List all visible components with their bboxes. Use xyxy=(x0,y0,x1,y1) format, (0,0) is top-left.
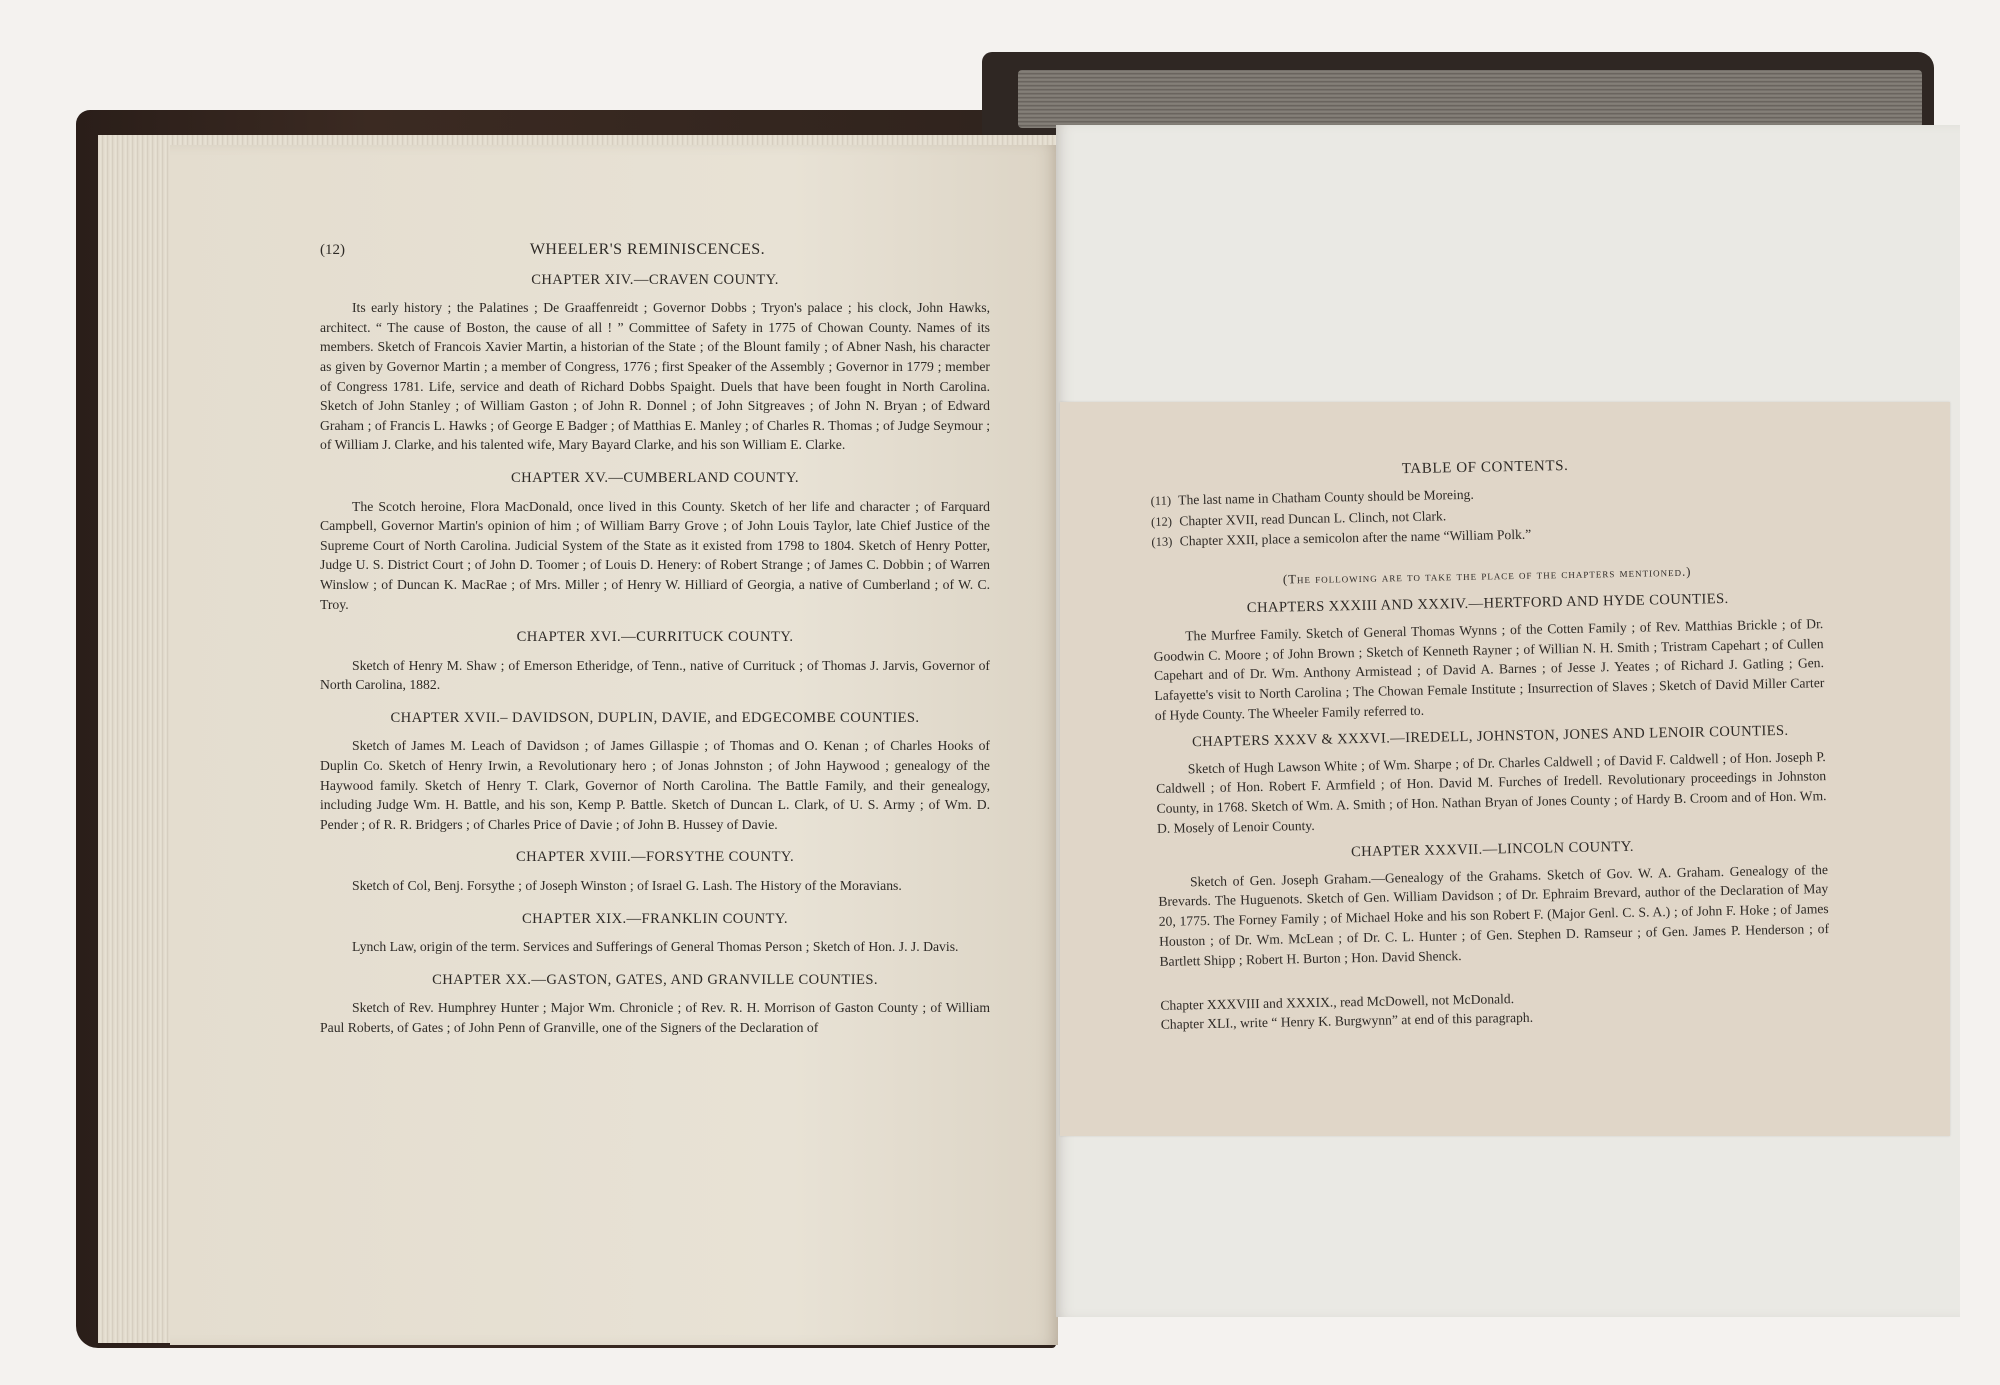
chapter-summary: Its early history ; the Palatines ; De Graaffenreidt ; Governor Dobbs ; Tryon's palace ; his clock, John Hawks, architect. “ The cause of Boston, the cause of all ! ” Committee of Safety in 1775 of Chowan County. Names of its members. Sketch of Francois Xavier Martin, a historian of the State ; of the Blount family ; of Abner Nash, his character as given by Governor Martin ; a member of Congress, 1776 ; first Speaker of the Assembly ; Governor in 1779 ; member of Congress 1781. Life, service and death of Richard Dobbs Spaight. Duels that have been fought in North Carolina. Sketch of John Stanley ; of William Gaston ; of John R. Donnel ; of John Sitgreaves ; of John N. Bryan ; of Edward Graham ; of Francis L. Hawks ; of George E Badger ; of Matthias E. Manley ; of Charles R. Thomas ; of Judge Seymour ; of William J. Clarke, and his talented wife, Mary Bayard Clarke, and his son William E. Clarke. xyxy=(320,300,990,453)
errata-text: Chapter XVII, read Duncan L. Clinch, not Clark. xyxy=(1179,507,1447,529)
replacement-note: (The following are to take the place of the chapters mentioned.) xyxy=(1282,564,1692,587)
closing-correction: Chapter XXXVIII and XXXIX., read McDowell, not McDonald. xyxy=(1160,990,1515,1013)
errata-text: Chapter XXII, place a semicolon after the name “William Polk.” xyxy=(1179,527,1532,549)
chapter-summary: Sketch of Rev. Humphrey Hunter ; Major Wm. Chronicle ; of Rev. R. H. Morrison of Gaston County ; of William Paul Roberts, of Gates ; of John Penn of Granville, one of the Signers of the Declaration of xyxy=(320,1000,990,1035)
chapter-summary: Sketch of Hugh Lawson White ; of Wm. Sharpe ; of Dr. Charles Caldwell ; of David F. Caldwell ; of Hon. Joseph P. Caldwell ; of Hon. Robert F. Armfield ; of Hon. David M. Furches of Iredell. Revolutionary proceedings in Johnston County, in 1768. Sketch of Wm. A. Smith ; of Hon. Nathan Bryan of Jones County ; of Hardy B. Croom and of Hon. Wm. D. Mosely of Lenoir County. xyxy=(1156,748,1827,836)
errata-number: (13) xyxy=(1151,534,1173,550)
running-header xyxy=(320,240,990,261)
errata-number: (12) xyxy=(1150,514,1173,529)
chapter-heading: CHAPTERS XXXV & XXXVI.—IREDELL, JOHNSTON, JONES AND LENOIR COUNTIES. xyxy=(1191,722,1789,751)
errata-slip-text xyxy=(1150,452,1831,1035)
chapter-summary: Sketch of Henry M. Shaw ; of Emerson Etheridge, of Tenn., native of Currituck ; of Thomas J. Jarvis, Governor of North Carolina, 1882. xyxy=(320,657,990,693)
chapter-summary: Sketch of Col, Benj. Forsythe ; of Joseph Winston ; of Israel G. Lash. The History of the Moravians. xyxy=(352,878,902,894)
chapter-summary: Sketch of Gen. Joseph Graham.—Genealogy of the Grahams. Sketch of Gov. W. A. Graham. Genealogy of the Brevards. The Huguenots. Sketch of Gen. William Davidson ; of Dr. Ephraim Brevard, author of the Declaration of May 20, 1775. The Forney Family ; of Michael Hoke and his son Robert F. (Major Genl. C. S. A.) ; of John F. Hoke ; of James Houston ; of Dr. Wm. McLean ; of Dr. C. L. Hunter ; of Gen. Stephen D. Ramseur ; of Gen. James P. Henderson ; of Bartlett Shipp ; Robert H. Burton ; Hon. David Shenck. xyxy=(1158,861,1830,969)
left-page-text xyxy=(320,240,990,1038)
page-number: (12) xyxy=(320,242,345,258)
chapter-heading: CHAPTER XVIII.—FORSYTHE COUNTY. xyxy=(515,849,795,866)
page-edges-top xyxy=(1018,70,1922,128)
chapter-heading: CHAPTER XVI.—CURRITUCK COUNTY. xyxy=(516,629,794,646)
chapter-heading: CHAPTER XVII.– DAVIDSON, DUPLIN, DAVIE, and EDGECOMBE COUNTIES. xyxy=(390,709,920,726)
chapter-summary: The Murfree Family. Sketch of General Thomas Wynns ; of the Cotten Family ; of Rev. Matthias Brickle ; of Dr. Goodwin C. Moore ; of John Brown ; Sketch of Kenneth Rayner ; of Willian N. H. Smith ; Tristram Capehart ; of Cullen Capehart and of Dr. Wm. Anthony Armistead ; of David A. Barnes ; of Jesse J. Yeates ; of Richard J. Gatling ; Gen. Lafayette's visit to North Carolina ; The Chowan Female Institute ; Insurrection of Slaves ; Sketch of David Miller Carter of Hyde County. The Wheeler Family referred to. xyxy=(1153,615,1825,723)
chapter-heading: CHAPTER XIX.—FRANKLIN COUNTY. xyxy=(522,910,788,927)
errata-number: (11) xyxy=(1150,493,1172,508)
closing-correction: Chapter XLI., write “ Henry K. Burgwynn” at end of this paragraph. xyxy=(1160,1010,1534,1033)
chapter-heading: CHAPTER XX.—GASTON, GATES, AND GRANVILLE COUNTIES. xyxy=(432,971,878,988)
chapter-heading: CHAPTER XV.—CUMBERLAND COUNTY. xyxy=(511,469,799,486)
toc-title: TABLE OF CONTENTS. xyxy=(1401,457,1569,478)
chapter-summary: Sketch of James M. Leach of Davidson ; of James Gillaspie ; of Thomas and O. Kenan ; of Charles Hooks of Duplin Co. Sketch of Henry Irwin, a Revolutionary hero ; of Jonas Johnston ; of John Haywood ; genealogy of the Haywood family. Sketch of Henry T. Clark, Governor of North Carolina. The Battle Family, and their genealogy, including Judge Wm. H. Battle, and his son, Kemp P. Battle. Sketch of Duncan L. Clark, of U. S. Army ; of Wm. D. Pender ; of R. R. Bridgers ; of Charles Price of Davie ; of John B. Hussey of Davie. xyxy=(320,738,990,832)
errata-text: The last name in Chatham County should be Moreing. xyxy=(1178,486,1474,508)
chapter-heading: CHAPTER XXXVII.—LINCOLN COUNTY. xyxy=(1350,838,1635,860)
chapter-summary: Lynch Law, origin of the term. Services and Sufferings of General Thomas Person ; Sketch of Hon. J. J. Davis. xyxy=(352,939,959,955)
running-title: WHEELER'S REMINISCENCES. xyxy=(529,241,766,258)
chapter-summary: The Scotch heroine, Flora MacDonald, once lived in this County. Sketch of her life and character ; of Farquard Campbell, Governor Martin's opinion of him ; of William Barry Grove ; of John Louis Taylor, late Chief Justice of the Supreme Court of North Carolina. Judicial System of the State as it existed from 1798 to 1804. Sketch of Henry Potter, Judge U. S. District Court ; of John D. Toomer ; of Louis D. Henery: of Robert Strange ; of James C. Dobbin ; of Warren Winslow ; of Duncan K. MacRae ; of Mrs. Miller ; of Henry W. Hilliard of Georgia, a native of Cumberland ; of W. C. Troy. xyxy=(320,498,990,612)
chapter-heading: CHAPTERS XXXIII AND XXXIV.—HERTFORD AND HYDE COUNTIES. xyxy=(1246,590,1729,617)
chapter-heading: CHAPTER XIV.—CRAVEN COUNTY. xyxy=(531,271,779,288)
